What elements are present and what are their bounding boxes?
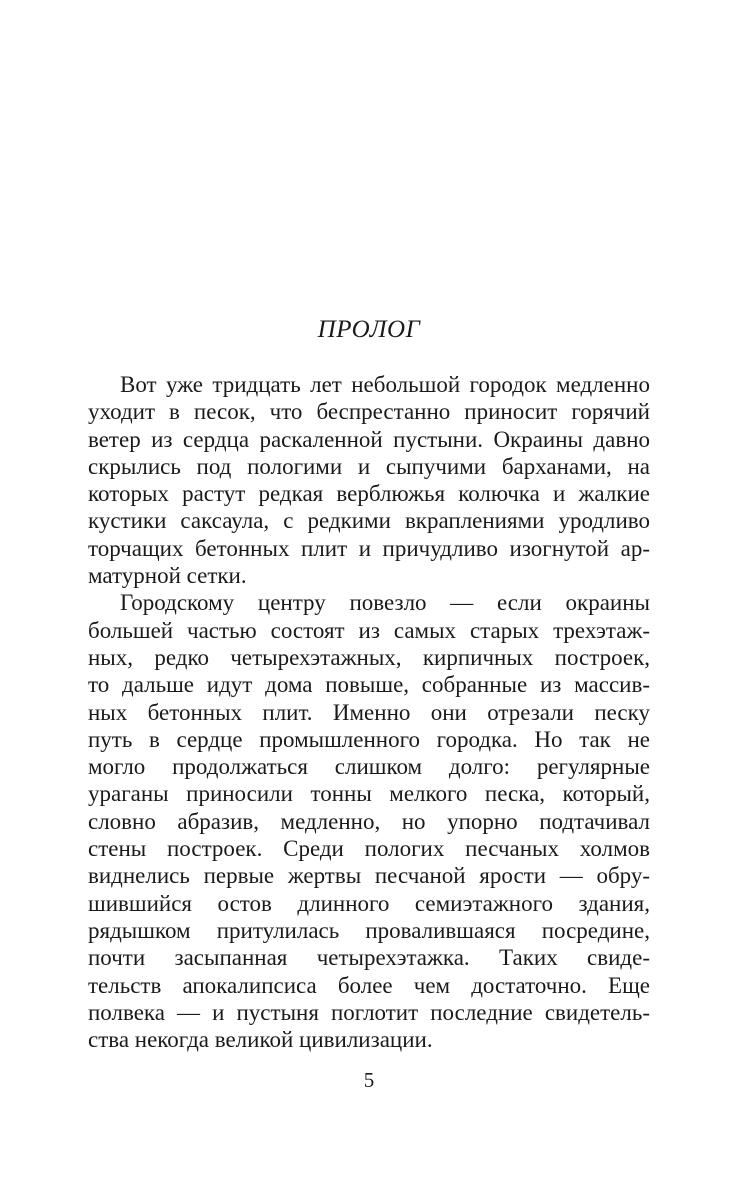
text-line: ства некогда великой цивилизации. <box>88 1027 433 1053</box>
text-line: Городскому центру повезло — если окраины <box>120 590 650 616</box>
text-line: которых растут редкая верблюжья колючка и жалкие <box>88 481 650 507</box>
text-line: ураганы приносили тонны мелкого песка, который, <box>88 781 650 807</box>
text-line: виднелись первые жертвы песчаной ярости — обру- <box>88 863 650 889</box>
page-number: 5 <box>363 1068 375 1092</box>
text-line: рядышком притулилась провалившаяся посредине, <box>88 917 650 943</box>
text-line: стены построек. Среди пологих песчаных холмов <box>88 836 650 862</box>
text-line: словно абразив, медленно, но упорно подтачивал <box>88 808 650 834</box>
text-line: матурной сетки. <box>88 563 247 589</box>
text-line: шившийся остов длинного семиэтажного здания, <box>88 890 650 916</box>
text-line: кустики саксаула, с редкими вкраплениями уродливо <box>88 508 650 534</box>
text-line: полвека — и пустыня поглотит последние свидетель- <box>88 999 650 1025</box>
text-line: большей частью состоят из самых старых трехэтаж- <box>88 617 650 643</box>
text-line: то дальше идут дома повыше, собранные из массив- <box>88 672 650 698</box>
chapter-title: ПРОЛОГ <box>317 316 421 343</box>
paragraph-1 <box>88 371 650 589</box>
paragraph-2 <box>88 589 650 1053</box>
text-line: могло продолжаться слишком долго: регулярные <box>88 754 650 780</box>
text-line: тельств апокалипсиса более чем достаточно. Еще <box>88 972 650 998</box>
text-line: ных, редко четырехэтажных, кирпичных построек, <box>88 644 650 670</box>
text-line: уходит в песок, что беспрестанно приносит горячий <box>88 399 650 425</box>
text-line: путь в сердце промышленного городка. Но так не <box>88 726 650 752</box>
text-line: скрылись под пологими и сыпучими барханами, на <box>88 453 650 479</box>
text-line: Вот уже тридцать лет небольшой городок медленно <box>120 372 650 397</box>
text-line: ветер из сердца раскаленной пустыни. Окраины давно <box>88 426 650 452</box>
text-line: торчащих бетонных плит и причудливо изогнутой ар- <box>88 535 650 561</box>
text-line: почти засыпанная четырехэтажка. Таких свиде- <box>88 945 650 971</box>
body-text <box>88 371 650 1053</box>
text-line: ных бетонных плит. Именно они отрезали песку <box>88 699 650 725</box>
